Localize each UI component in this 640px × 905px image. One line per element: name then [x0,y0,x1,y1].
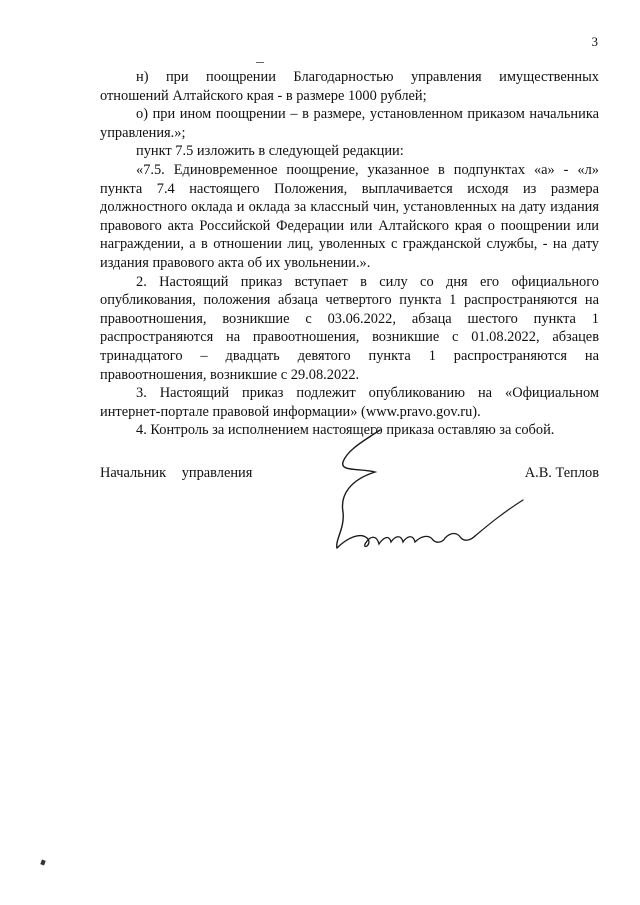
document-body [100,68,599,440]
paragraph-o: о) при ином поощрении – в размере, установленном приказом начальника управления.»; [100,106,599,141]
signatory-name: А.В. Теплов [524,465,599,481]
paragraph-amend-7-5: пункт 7.5 изложить в следующей редакции: [136,143,404,160]
paragraph-2: 2. Настоящий приказ вступает в силу со дня его официального опубликования, положения абзаца четвертого пункта 1 распространяются на правоотношения, возникшие с 03.06.2022, абзаца шестого пункта 1 распространяются на правоотношения, возникшие с 01.08.2022, абзацев тринадцатого – двадцать девятого пункта 1 распространяются на правоотношения, возникшие с 29.08.2022. [100,273,599,383]
signatory-title: Начальник управления [100,465,253,481]
corner-mark [40,859,45,865]
paragraph-7-5-text: «7.5. Единовременное поощрение, указанное в подпунктах «а» - «л» пункта 7.4 настоящего Положения, выплачивается исходя из размера должностного оклада и оклада за классный чин, установленных на дату издания правового акта Российской Федерации или Алтайского края о поощрении или награждении, а в отношении лиц, уволенных с гражданской службы, - на дату издания правового акта об их увольнении.». [100,161,599,271]
top-dash-mark [256,62,264,63]
paragraph-n: н) при поощрении Благодарностью управления имущественных отношений Алтайского края - в размере 1000 рублей; [100,69,599,104]
paragraph-4: 4. Контроль за исполнением настоящего приказа оставляю за собой. [136,422,555,439]
handwritten-signature [325,420,535,570]
paragraph-3: 3. Настоящий приказ подлежит опубликованию на «Официальном интернет-портале правовой информации» (www.pravo.gov.ru). [100,385,599,420]
page-number: 3 [591,34,598,49]
